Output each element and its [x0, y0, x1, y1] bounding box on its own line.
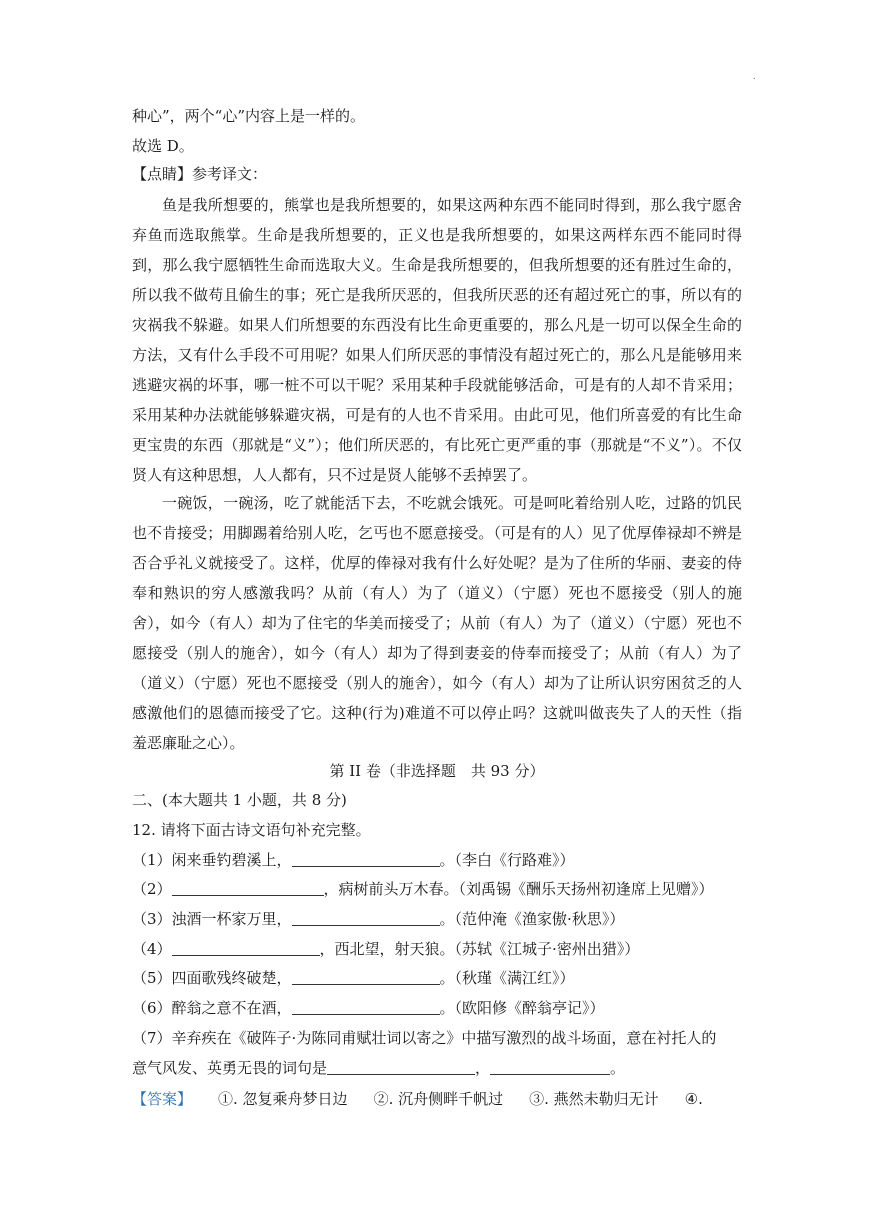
item-suffix: 。 — [610, 1059, 626, 1077]
item-suffix: ，病树前头万木春。（刘禹锡《酬乐天扬州初逢席上见赠》） — [323, 880, 714, 898]
question-item-3 — [132, 909, 742, 929]
item-suffix: 。（李白《行路难》） — [439, 851, 575, 869]
translation-paragraph-2: 一碗饭，一碗汤，吃了就能活下去，不吃就会饿死。可是呵叱着给别人吃，过路的饥民也不肯接受；用脚踢着给别人吃，乞丐也不愿意接受。（可是有的人）见了优厚俸禄却不辨是否合乎礼义就接受了。这样，优厚的俸禄对我有什么好处呢？是为了住所的华丽、妻妾的侍奉和熟识的穷人感激我吗？从前（有人）为了（道义）（宁愿）死也不愿接受（别人的施舍），如今（有人）却为了住宅的华美而接受了；从前（有人）为了（道义）（宁愿）死也不愿接受（别人的施舍），如今（有人）却为了得到妻妾的侍奉而接受了；从前（有人）为了（道义）（宁愿）死也不愿接受（别人的施舍），如今（有人）却为了让所认识穷困贫乏的人感激他们的恩德而接受了它。这种(行为)难道不可以停止吗？这就叫做丧失了人的天性（指羞恶廉耻之心）。 — [132, 494, 742, 752]
item-separator: ， — [475, 1059, 491, 1077]
translation-paragraph-1: 鱼是我所想要的，熊掌也是我所想要的，如果这两种东西不能同时得到，那么我宁愿舍弃鱼而选取熊掌。生命是我所想要的，正义也是我所想要的，如果这两样东西不能同时得到，那么我宁愿牺牲生命而选取大义。生命是我所想要的，但我所想要的还有胜过生命的，所以我不做苟且偷生的事；死亡是我所厌恶的，但我所厌恶的还有超过死亡的事，所以有的灾祸我不躲避。如果人们所想要的东西没有比生命更重要的，那么凡是一切可以保全生命的方法，又有什么手段不可用呢？如果人们所厌恶的事情没有超过死亡的，那么凡是能够用来逃避灾祸的坏事，哪一桩不可以干呢？采用某种手段就能够活命，可是有的人却不肯采用；采用某种办法就能够躲避灾祸，可是有的人也不肯采用。由此可见，他们所喜爱的有比生命更宝贵的东西（那就是“义”）；他们所厌恶的，有比死亡更严重的事（那就是“不义”）。不仅贤人有这种思想，人人都有，只不过是贤人能够不丢掉罢了。 — [132, 196, 742, 484]
item-suffix: 。（范仲淹《渔家傲·秋思》） — [439, 910, 625, 928]
question-item-4 — [132, 939, 742, 959]
item-suffix: 。（秋瑾《满江红》） — [439, 969, 575, 987]
tip-header: 【点睛】参考译文： — [132, 165, 268, 183]
answer-item: ④. — [684, 1090, 703, 1108]
item-prefix: （1）闲来垂钓碧溪上， — [132, 851, 292, 869]
item-prefix: 意气风发、英勇无畏的词句是 — [132, 1059, 328, 1077]
answer-blank — [327, 1060, 475, 1075]
answer-blank — [172, 941, 320, 956]
answer-blank — [292, 1000, 440, 1015]
part-header: 二、(本大题共 1 小题，共 8 分) — [132, 791, 347, 809]
item-prefix: （3）浊酒一杯家万里， — [132, 910, 292, 928]
question-item-6 — [132, 998, 742, 1018]
question-item-1 — [132, 850, 742, 870]
item-suffix: 。（欧阳修《醉翁亭记》） — [439, 999, 605, 1017]
answer-item: ②. 沉舟侧畔千帆过 — [373, 1090, 504, 1108]
question-stem: 12. 请将下面古诗文语句补充完整。 — [132, 821, 371, 839]
question-item-5 — [132, 968, 742, 988]
text-line: 种心”，两个“心”内容上是一样的。 — [132, 107, 366, 125]
item-prefix: （5）四面歌残终破楚， — [132, 969, 292, 987]
item-prefix: （2） — [132, 880, 172, 898]
item-prefix: （6）醉翁之意不在酒， — [132, 999, 292, 1017]
page-dot: . — [753, 72, 756, 81]
answer-blank — [172, 881, 324, 896]
section-title: 第 II 卷（非选择题 共 93 分） — [329, 762, 545, 780]
question-item-2 — [132, 879, 742, 899]
answer-blank — [292, 911, 440, 926]
answer-line — [132, 1089, 752, 1109]
text-line: 故选 D。 — [132, 137, 194, 155]
item-prefix: （4） — [132, 940, 172, 958]
answer-blank — [490, 1060, 610, 1075]
answer-tag: 【答案】 — [132, 1090, 193, 1108]
item-suffix: ，西北望，射天狼。（苏轼《江城子·密州出猎》） — [319, 940, 640, 958]
answer-item: ①. 忽复乘舟梦日边 — [218, 1090, 348, 1108]
answer-blank — [292, 970, 440, 985]
question-item-7-cont — [132, 1058, 742, 1078]
answer-blank — [292, 852, 440, 867]
question-item-7: （7）辛弃疾在《破阵子·为陈同甫赋壮词以寄之》中描写激烈的战斗场面，意在衬托人的 — [132, 1029, 717, 1047]
answer-item: ③. 燕然未勒归无计 — [529, 1090, 659, 1108]
